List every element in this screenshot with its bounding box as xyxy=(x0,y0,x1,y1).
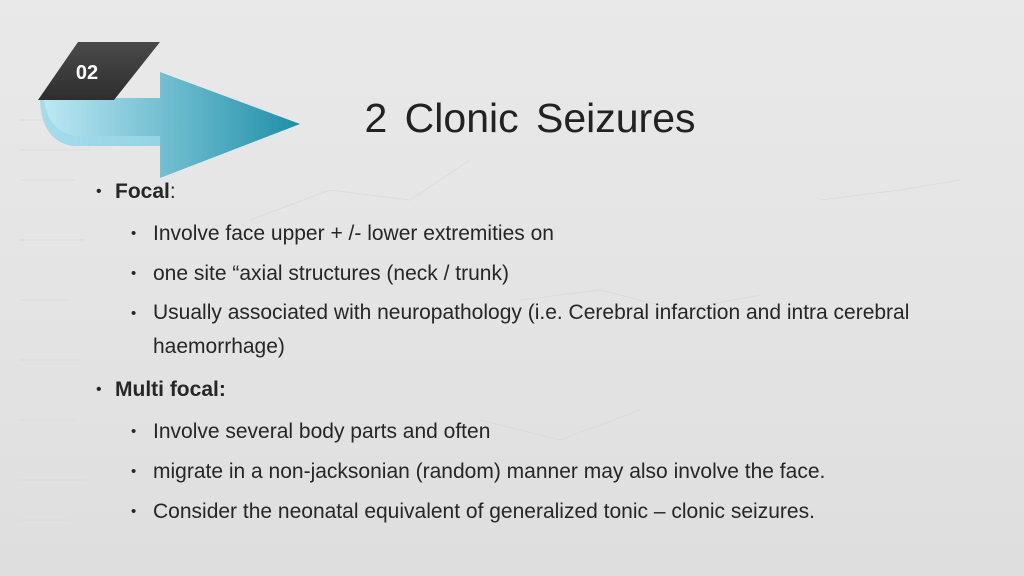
bullet-dot: • xyxy=(131,463,137,480)
list-item: • Involve several body parts and often xyxy=(0,414,1024,450)
bullet-dot: • xyxy=(131,225,137,242)
section-heading-focal: • Focal: xyxy=(0,172,1024,212)
section-heading-multi-focal: • Multi focal: xyxy=(0,370,1024,410)
bullet-dot: • xyxy=(131,265,137,282)
bullet-dot: • xyxy=(96,183,102,200)
list-item: • Usually associated with neuropathology (i.e. Cerebral infarction and intra cerebral haemorrhage) xyxy=(0,296,1024,364)
list-item: • Involve face upper + /- lower extremities on xyxy=(0,216,1024,252)
bullet-dot: • xyxy=(131,423,137,440)
bullet-dot: • xyxy=(96,381,102,398)
list-item: • migrate in a non-jacksonian (random) manner may also involve the face. xyxy=(0,454,1024,490)
bullet-content xyxy=(0,172,1024,530)
list-item: • one site “axial structures (neck / trunk) xyxy=(0,256,1024,292)
bullet-dot: • xyxy=(131,503,137,520)
list-item: • Consider the neonatal equivalent of generalized tonic – clonic seizures. xyxy=(0,494,1024,530)
slide-number: 02 xyxy=(75,62,99,84)
bullet-dot: • xyxy=(131,305,137,322)
page-title: 2 Clonic Seizures xyxy=(364,95,696,141)
